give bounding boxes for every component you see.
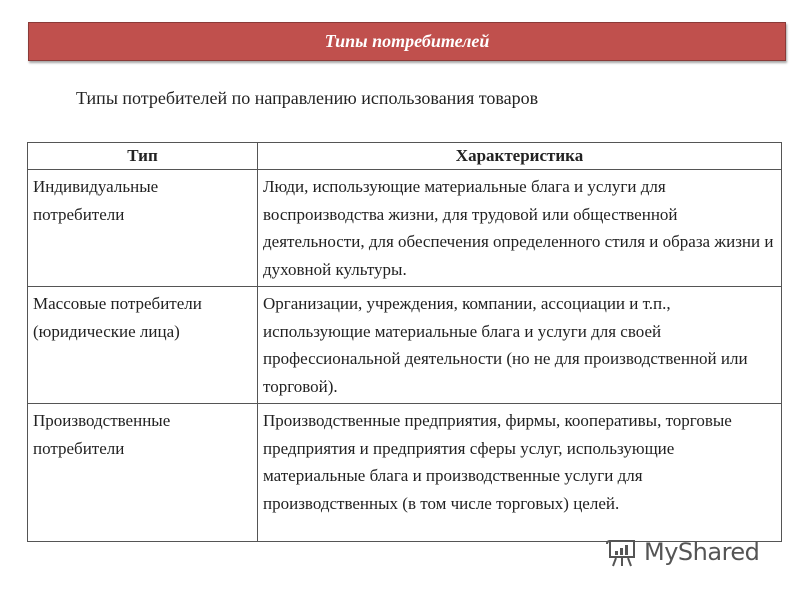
myshared-watermark xyxy=(606,536,759,568)
presentation-chart-icon xyxy=(606,536,638,568)
subtitle: Типы потребителей по направлению использования товаров xyxy=(76,88,539,108)
cell-description: Производственные предприятия, фирмы, кооперативы, торговые предприятия и предприятия сферы услуг, использующие материальные блага и производственные услуги для производственных (в том числе торговых) целей. xyxy=(258,404,782,542)
table-row xyxy=(28,287,782,404)
table-header-row xyxy=(28,143,782,170)
table-row xyxy=(28,170,782,287)
consumer-types-table xyxy=(27,142,782,542)
watermark-text: MyShared xyxy=(644,538,760,566)
cell-description: Организации, учреждения, компании, ассоциации и т.п., использующие материальные блага и услуги для своей профессиональной деятельности (но не для производственной или торговой). xyxy=(258,287,782,404)
cell-type: Массовые потребители (юридические лица) xyxy=(28,287,258,404)
cell-type: Индивидуальные потребители xyxy=(28,170,258,287)
header-description: Характеристика xyxy=(258,143,782,170)
cell-description: Люди, использующие материальные блага и услуги для воспроизводства жизни, для трудовой или общественной деятельности, для обеспечения определенного стиля и образа жизни и духовной культуры. xyxy=(258,170,782,287)
cell-type: Производственные потребители xyxy=(28,404,258,542)
slide-title: Типы потребителей xyxy=(324,31,490,51)
header-type: Тип xyxy=(28,143,258,170)
table-row xyxy=(28,404,782,542)
slide-title-bar xyxy=(28,22,786,61)
